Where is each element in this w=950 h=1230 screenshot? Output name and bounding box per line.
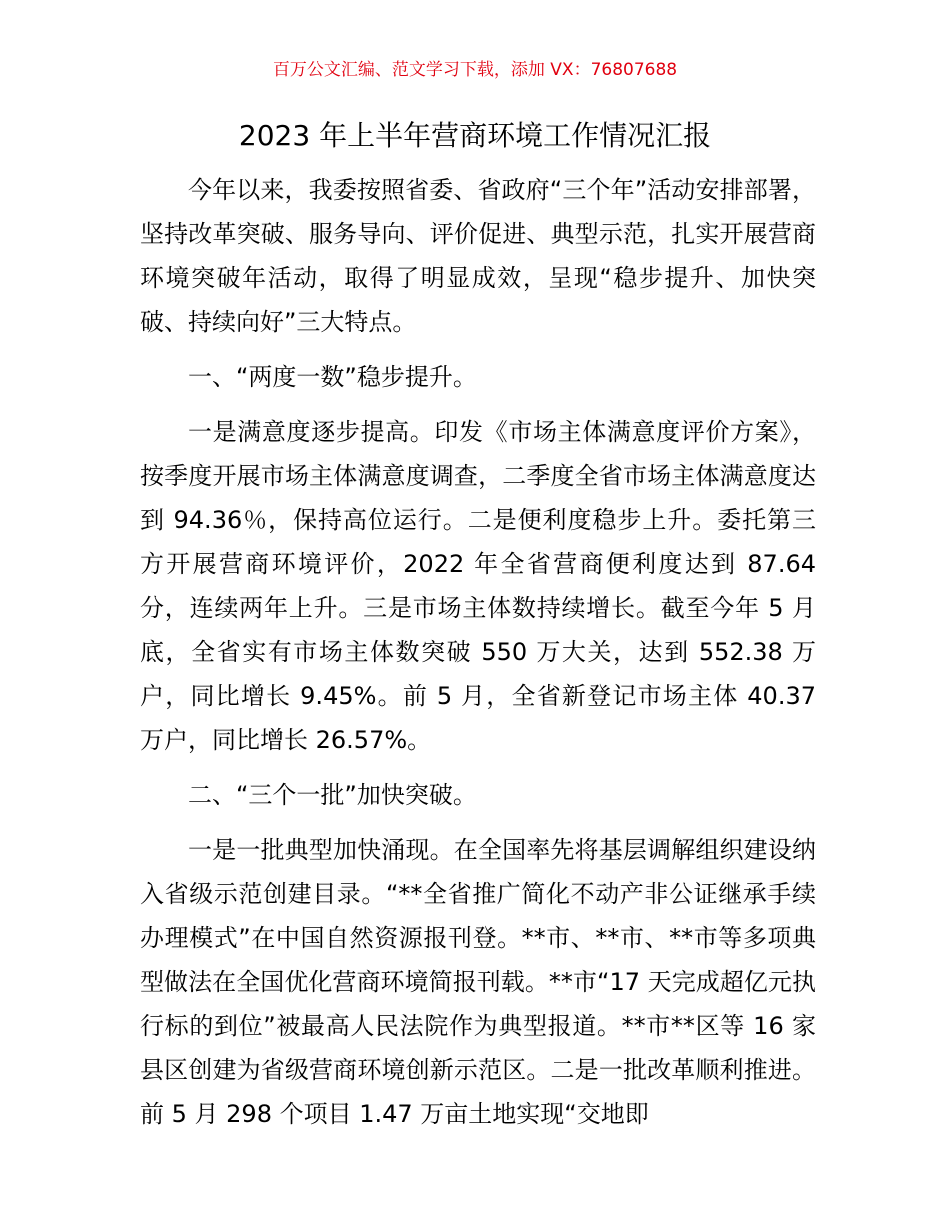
- section-heading-2: 二、“三个一批”加快突破。: [188, 781, 477, 809]
- document-body: [140, 168, 816, 1147]
- paragraph-section-2: 一是一批典型加快涌现。在全国率先将基层调解组织建设纳入省级示范创建目录。“**全省推广简化不动产非公证继承手续办理模式”在中国自然资源报刊登。**市、**市、**市等多项典型做法在全国优化营商环境简报刊载。**市“17 天完成超亿元执行标的到位”被最高人民法院作为典型报道。**市**区等 16 家县区创建为省级营商环境创新示范区。二是一批改革顺利推进。前 5 月 298 个项目 1.47 万亩土地实现“交地即: [140, 836, 816, 1128]
- paragraph-intro: 今年以来，我委按照省委、省政府“三个年”活动安排部署，坚持改革突破、服务导向、评价促进、典型示范，扎实开展营商环境突破年活动，取得了明显成效，呈现“稳步提升、加快突破、持续向好”三大特点。: [140, 176, 816, 336]
- section-heading-1: 一、“两度一数”稳步提升。: [188, 363, 477, 391]
- paragraph-section-1: 一是满意度逐步提高。印发《市场主体满意度评价方案》，按季度开展市场主体满意度调查，二季度全省市场主体满意度达到 94.36％，保持高位运行。二是便利度稳步上升。委托第三方开展营商环境评价，2022 年全省营商便利度达到 87.64 分，连续两年上升。三是市场主体数持续增长。截至今年 5 月底，全省实有市场主体数突破 550 万大关，达到 552.38 万户，同比增长 9.45%。前 5 月，全省新登记市场主体 40.37 万户，同比增长 26.57%。: [140, 418, 816, 754]
- document-title: 2023 年上半年营商环境工作情况汇报: [238, 119, 712, 152]
- watermark-text: 百万公文汇编、范文学习下载，添加 VX：76807688: [272, 60, 678, 80]
